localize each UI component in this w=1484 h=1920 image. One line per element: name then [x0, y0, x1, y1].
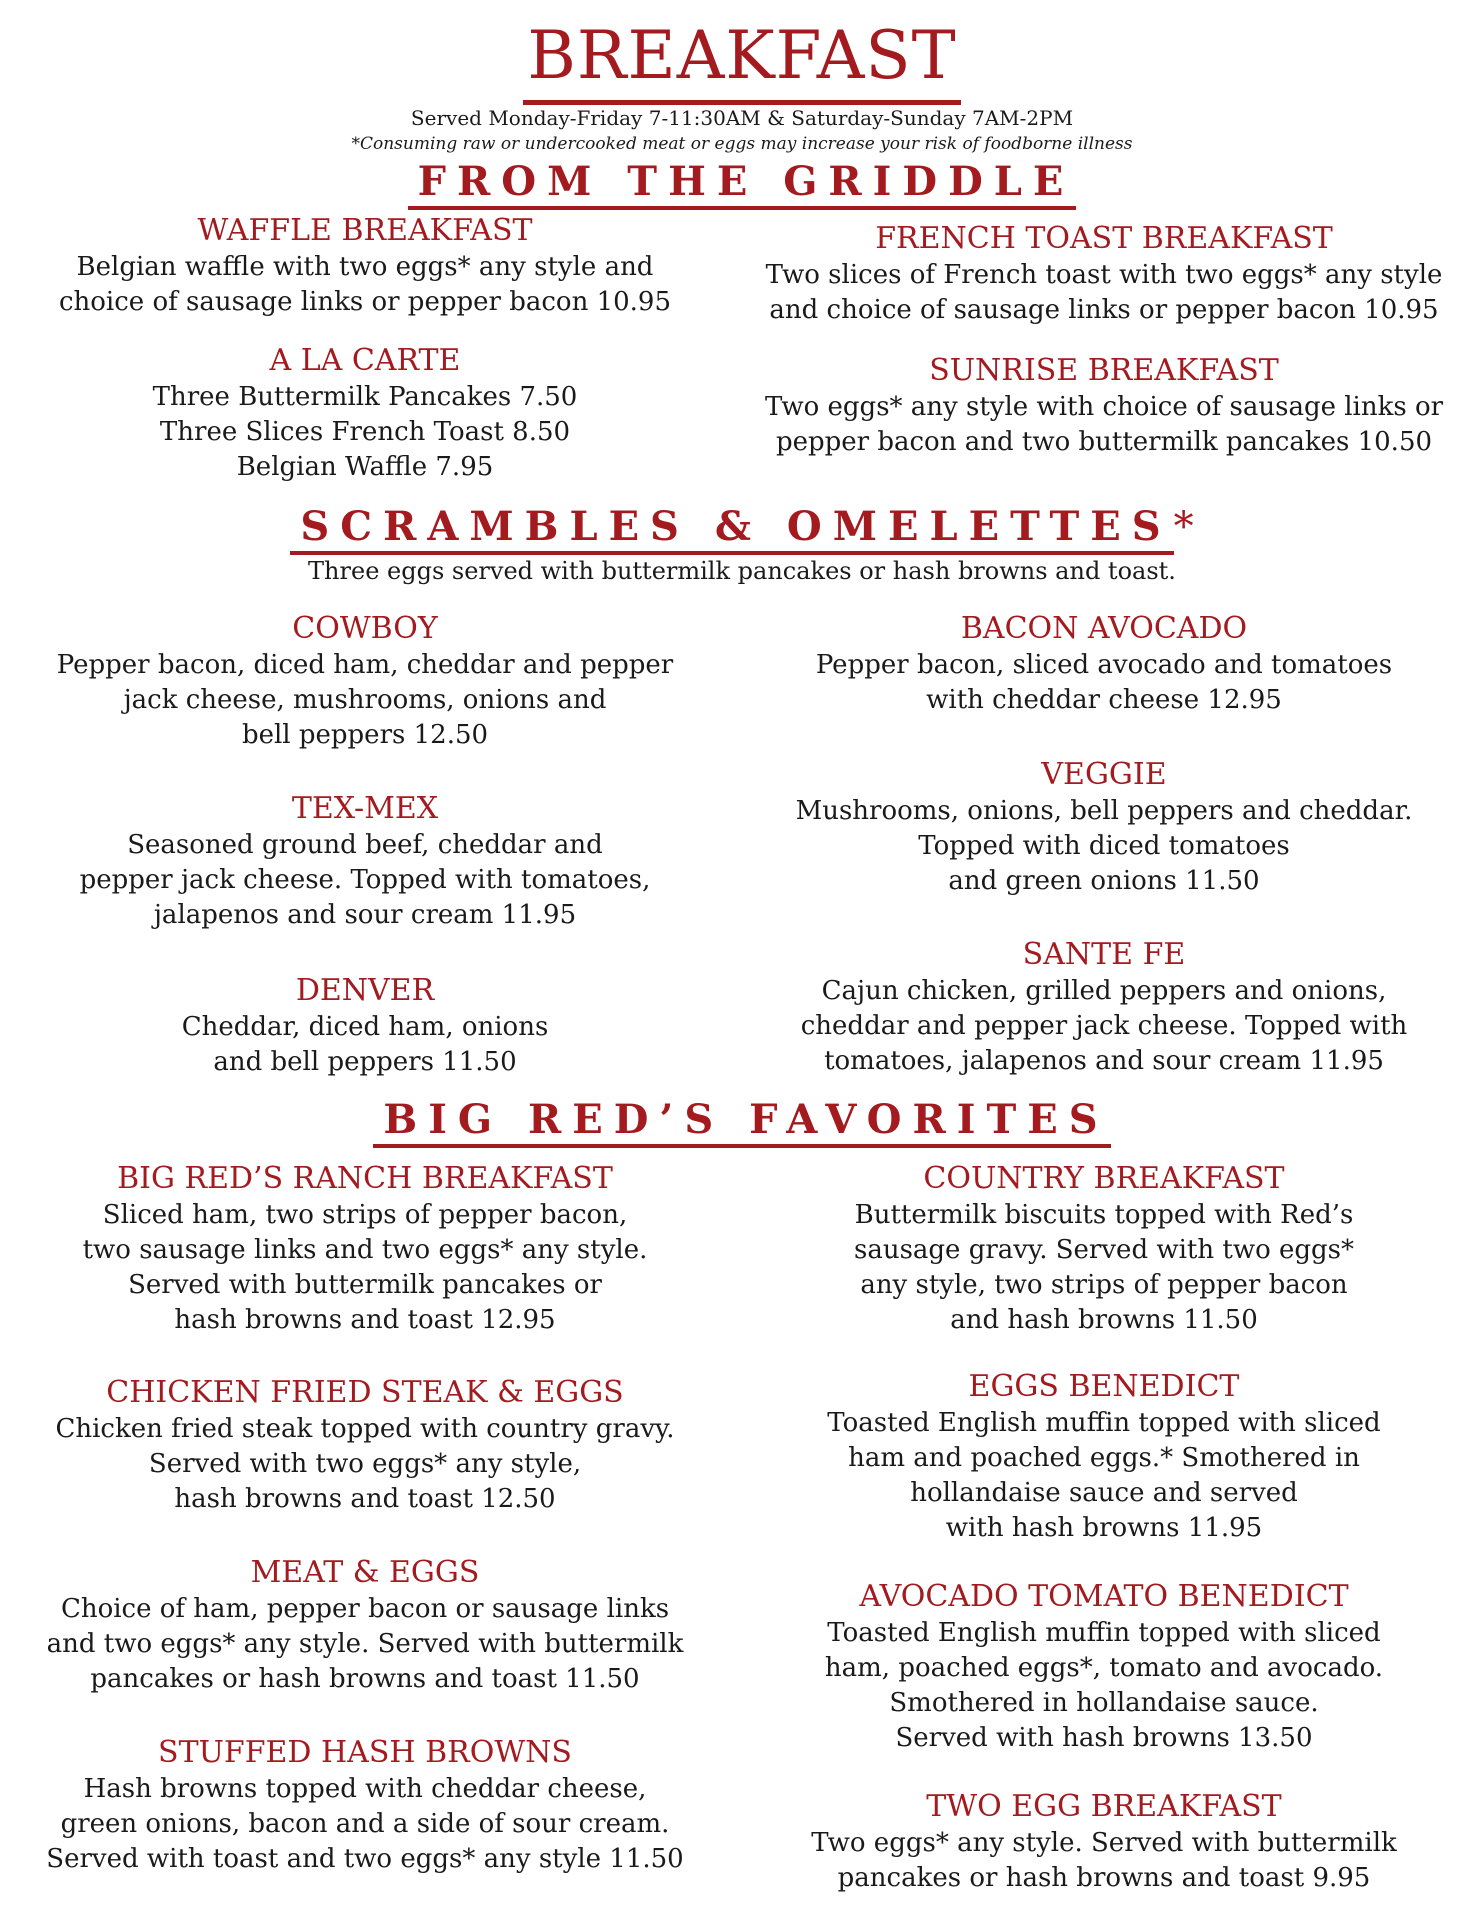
menu-item-country-breakfast [724, 1160, 1484, 1338]
item-description: Cheddar, diced ham, onions and bell peppers 11.50 [181, 1012, 549, 1077]
item-description: Two eggs* any style with choice of sausage links or pepper bacon and two buttermilk pancakes 10.50 [764, 392, 1444, 457]
item-name: VEGGIE [1041, 757, 1167, 792]
item-name: BACON AVOCADO [960, 611, 1248, 646]
menu-item-veggie [724, 756, 1484, 899]
heading-asterisk: * [1173, 504, 1194, 550]
menu-title-text: BREAKFAST [523, 14, 960, 105]
item-description: Toasted English muffin topped with sliced ham and poached eggs.* Smothered in hollandaise sauce and served with hash browns 11.95 [827, 1408, 1381, 1543]
menu-item-bacon-avocado [724, 610, 1484, 718]
menu-item-meat-eggs [0, 1554, 730, 1697]
item-name: BIG RED’S RANCH BREAKFAST [117, 1161, 613, 1196]
item-description: Two slices of French toast with two eggs* any style and choice of sausage links or pepper bacon 10.95 [765, 260, 1443, 325]
item-name: SUNRISE BREAKFAST [929, 353, 1279, 388]
item-description: Two eggs* any style. Served with buttermilk pancakes or hash browns and toast 9.95 [811, 1828, 1397, 1893]
item-description: Belgian waffle with two eggs* any style and choice of sausage links or pepper bacon 10.95 [58, 252, 672, 317]
item-name: COUNTRY BREAKFAST [923, 1161, 1285, 1196]
menu-item-avocado-tomato-benedict [724, 1578, 1484, 1756]
section-heading-scrambles [0, 503, 1484, 555]
section-heading-text: BIG RED’S FAVORITES [373, 1096, 1110, 1148]
foodborne-warning: *Consuming raw or undercooked meat or eggs may increase your risk of foodborne illness [351, 134, 1133, 154]
menu-item-tex-mex [0, 790, 730, 933]
item-description: Three Buttermilk Pancakes 7.50 Three Slices French Toast 8.50 Belgian Waffle 7.95 [152, 382, 578, 482]
section-subheading: Three eggs served with buttermilk pancakes or hash browns and toast. [308, 557, 1176, 585]
item-description: Sliced ham, two strips of pepper bacon, two sausage links and two eggs* any style. Served with buttermilk pancakes or hash browns and toast 12.95 [82, 1200, 648, 1335]
section-heading-text: FROM THE GRIDDLE [408, 158, 1077, 210]
item-name: SANTE FE [1022, 937, 1186, 972]
item-name: A LA CARTE [269, 343, 461, 378]
item-name: MEAT & EGGS [250, 1555, 480, 1590]
item-description: Buttermilk biscuits topped with Red’s sausage gravy. Served with two eggs* any style, two strips of pepper bacon and hash browns 11.50 [853, 1200, 1355, 1335]
item-description: Chicken fried steak topped with country gravy. Served with two eggs* any style, hash browns and toast 12.50 [55, 1414, 675, 1514]
menu-item-chicken-fried-steak-eggs [0, 1374, 730, 1517]
item-description: Pepper bacon, diced ham, cheddar and pepper jack cheese, mushrooms, onions and bell peppers 12.50 [56, 650, 674, 750]
item-description: Mushrooms, onions, bell peppers and cheddar. Topped with diced tomatoes and green onions 11.50 [795, 796, 1413, 896]
menu-item-two-egg-breakfast [724, 1788, 1484, 1896]
item-name: WAFFLE BREAKFAST [197, 213, 533, 248]
section-heading-griddle [0, 158, 1484, 210]
menu-item-waffle-breakfast [0, 212, 730, 320]
item-name: STUFFED HASH BROWNS [158, 1735, 572, 1770]
item-name: FRENCH TOAST BREAKFAST [875, 221, 1333, 256]
item-description: Choice of ham, pepper bacon or sausage links and two eggs* any style. Served with buttermilk pancakes or hash browns and toast 11.50 [46, 1594, 684, 1694]
menu-item-sunrise-breakfast [724, 352, 1484, 460]
item-description: Hash browns topped with cheddar cheese, green onions, bacon and a side of sour cream. Served with toast and two eggs* any style 11.50 [46, 1774, 684, 1874]
item-description: Seasoned ground beef, cheddar and pepper jack cheese. Topped with tomatoes, jalapenos and sour cream 11.95 [79, 830, 651, 930]
item-description: Toasted English muffin topped with sliced ham, poached eggs*, tomato and avocado. Smothered in hollandaise sauce. Served with hash browns 13.50 [824, 1618, 1384, 1753]
menu-item-stuffed-hash-browns [0, 1734, 730, 1877]
section-heading-text: SCRAMBLES & OMELETTES [290, 503, 1173, 555]
menu-item-eggs-benedict [724, 1368, 1484, 1546]
item-name: CHICKEN FRIED STEAK & EGGS [106, 1375, 624, 1410]
menu-item-denver [0, 972, 730, 1080]
item-name: EGGS BENEDICT [968, 1369, 1240, 1404]
item-name: TEX-MEX [291, 791, 439, 826]
service-hours: Served Monday-Friday 7-11:30AM & Saturday-Sunday 7AM-2PM [410, 106, 1074, 130]
item-name: AVOCADO TOMATO BENEDICT [859, 1579, 1349, 1614]
menu-item-french-toast-breakfast [724, 220, 1484, 328]
menu-item-sante-fe [724, 936, 1484, 1079]
item-description: Pepper bacon, sliced avocado and tomatoes with cheddar cheese 12.95 [815, 650, 1393, 715]
menu-item-a-la-carte [0, 342, 730, 485]
item-name: DENVER [295, 973, 435, 1008]
section-heading-favorites [0, 1096, 1484, 1148]
item-description: Cajun chicken, grilled peppers and onions, cheddar and pepper jack cheese. Topped with tomatoes, jalapenos and sour cream 11.95 [800, 976, 1408, 1076]
menu-title [0, 14, 1484, 105]
menu-item-cowboy [0, 610, 730, 753]
menu-item-big-reds-ranch-breakfast [0, 1160, 730, 1338]
item-name: COWBOY [292, 611, 438, 646]
item-name: TWO EGG BREAKFAST [926, 1789, 1282, 1824]
